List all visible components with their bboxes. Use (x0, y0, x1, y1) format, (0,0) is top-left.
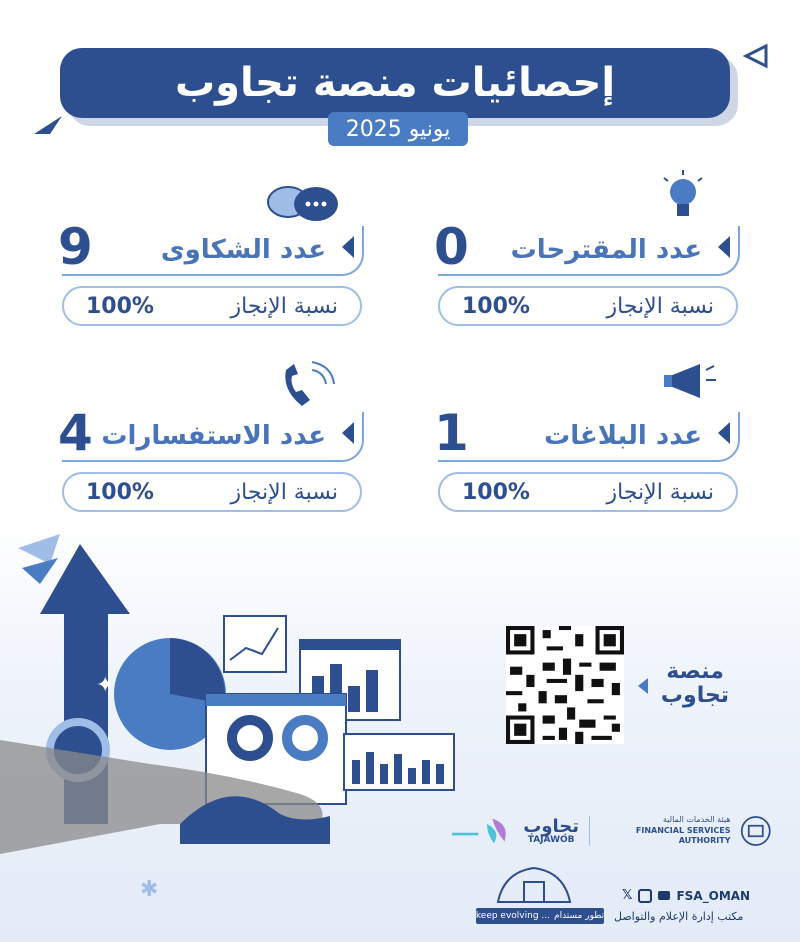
card-value: 9 (58, 218, 93, 276)
logo-row (452, 806, 772, 856)
platform-label (650, 660, 740, 708)
completion-bar (438, 472, 738, 512)
building-icon (494, 862, 574, 906)
completion-label: نسبة الإنجاز (606, 293, 714, 319)
megaphone-icon (660, 358, 720, 408)
completion-value: 100% (462, 479, 530, 505)
caret-left-icon (718, 422, 730, 444)
inquiries-card (58, 404, 362, 522)
x-icon[interactable]: 𝕏 (622, 888, 633, 903)
caret-left-icon (718, 236, 730, 258)
card-value: 4 (58, 404, 93, 462)
youtube-icon[interactable] (658, 891, 670, 900)
completion-bar (62, 286, 362, 326)
card-label: عدد الاستفسارات (101, 421, 326, 451)
fsa-logo-text (600, 815, 731, 846)
card-header (62, 412, 364, 462)
social-handle: FSA_OMAN (676, 888, 751, 903)
card-value: 1 (434, 404, 469, 462)
corner-arrow-icon (30, 112, 66, 138)
slogan-en: keep evolving ... (475, 911, 550, 921)
card-label: عدد المقترحات (510, 235, 702, 265)
card-value: 0 (434, 218, 469, 276)
caret-left-icon (342, 236, 354, 258)
office-name: مكتب إدارة الإعلام والتواصل (614, 910, 744, 923)
suggestions-card (434, 218, 738, 336)
slogan-badge (476, 908, 604, 924)
tajawob-logo-ar: تجاوب (523, 815, 580, 837)
card-header (62, 226, 364, 276)
growth-illustration (0, 524, 470, 924)
card-label: عدد البلاغات (544, 421, 702, 451)
completion-value: 100% (86, 479, 154, 505)
complaints-card (58, 218, 362, 336)
instagram-icon[interactable] (638, 889, 652, 903)
completion-label: نسبة الإنجاز (606, 479, 714, 505)
fsa-name-ar: هيئة الخدمات المالية (662, 815, 731, 825)
fsa-name-en: FINANCIAL SERVICES AUTHORITY (635, 825, 731, 846)
lightbulb-icon (658, 168, 708, 228)
card-header (438, 412, 740, 462)
fsa-emblem-icon (740, 813, 772, 849)
qr-code[interactable] (506, 626, 624, 744)
slogan-ar: تطور مستدام (554, 911, 605, 921)
completion-bar (62, 472, 362, 512)
caret-left-icon (636, 676, 650, 696)
reports-card (434, 404, 738, 522)
divider (589, 816, 590, 846)
completion-label: نسبة الإنجاز (230, 479, 338, 505)
social-links (622, 888, 750, 903)
partner-logo-icon (452, 813, 513, 849)
page-title: إحصائيات منصة تجاوب (60, 48, 730, 118)
card-label: عدد الشكاوى (160, 235, 326, 265)
completion-value: 100% (462, 293, 530, 319)
phone-icon (276, 360, 340, 416)
completion-label: نسبة الإنجاز (230, 293, 338, 319)
chat-bubbles-icon (262, 180, 342, 230)
corner-arrow-icon (740, 42, 770, 72)
platform-label-line1: منصة (666, 659, 724, 684)
tajawob-logo-en: TAJAWOB (527, 834, 575, 845)
completion-value: 100% (86, 293, 154, 319)
tajawob-logo (523, 815, 580, 845)
card-header (438, 226, 740, 276)
svg-text:✦: ✦ (96, 673, 115, 698)
completion-bar (438, 286, 738, 326)
date-badge: يونيو 2025 (328, 112, 468, 146)
svg-text:✱: ✱ (140, 877, 159, 902)
platform-label-line2: تجاوب (660, 683, 730, 709)
caret-left-icon (342, 422, 354, 444)
